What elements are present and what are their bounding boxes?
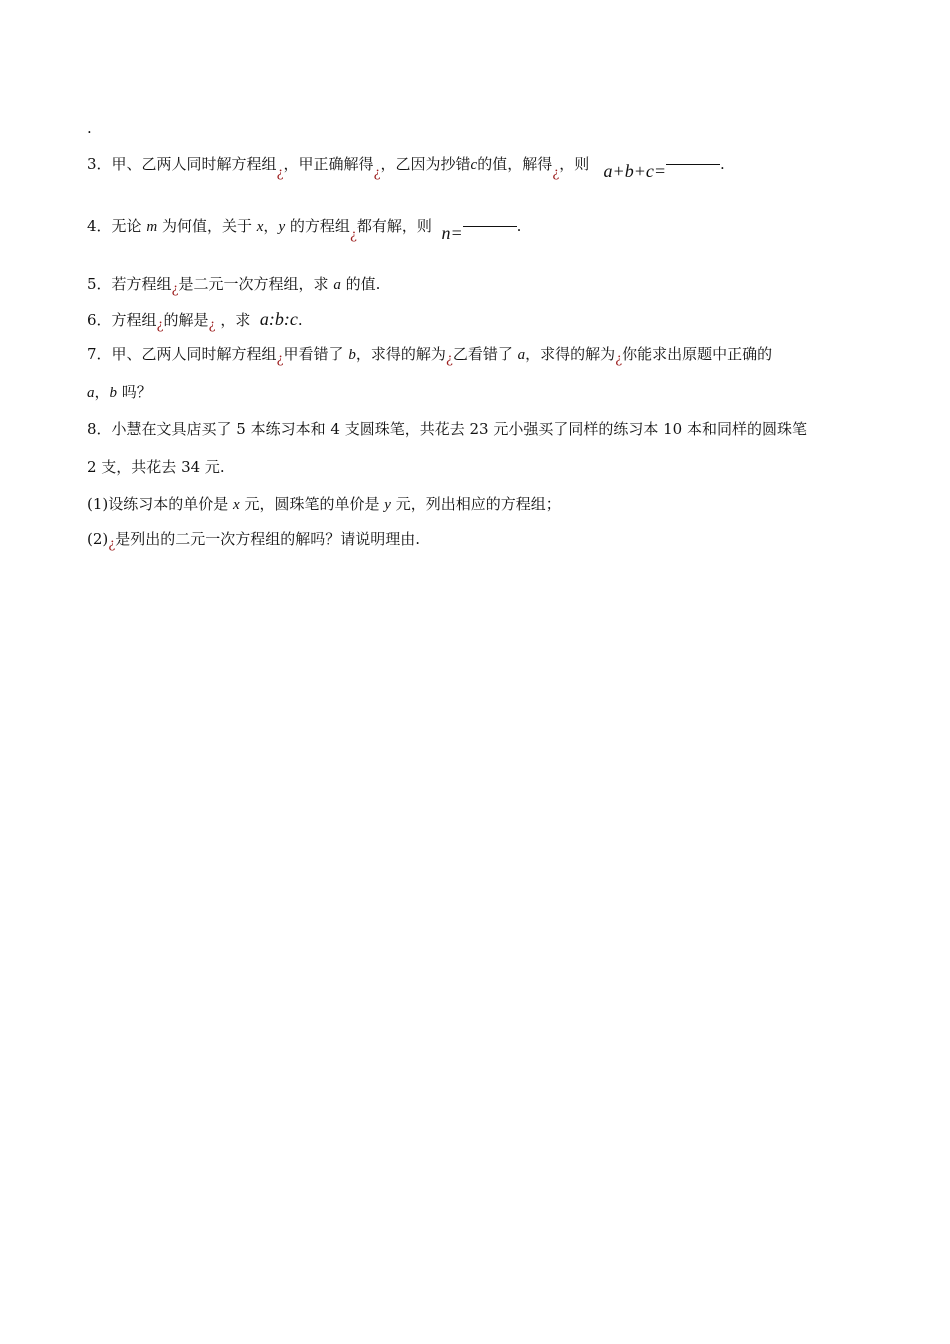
equation-placeholder: ¿ <box>171 282 179 297</box>
sum-expression: a+b+c= <box>603 161 666 181</box>
answer-blank <box>463 214 517 227</box>
n-expression: n= <box>441 223 463 243</box>
question-7-continued: a，b 吗？ <box>87 383 152 401</box>
equation-placeholder: ¿ <box>108 537 116 552</box>
question-8-continued: 2 支，共花去 34 元. <box>87 458 225 476</box>
ratio-expression: a:b:c <box>259 309 298 329</box>
equation-placeholder: ¿ <box>156 318 164 333</box>
question-4: 4．无论 m 为何值，关于 x，y 的方程组¿都有解，则 n= . <box>87 214 521 246</box>
equation-placeholder: ¿ <box>373 166 381 181</box>
question-6: 6．方程组¿的解是¿ ，求 a:b:c. <box>87 309 303 333</box>
equation-placeholder: ¿ <box>552 166 560 181</box>
question-8-part-2: (2)¿是列出的二元一次方程组的解吗？请说明理由. <box>87 530 421 552</box>
equation-placeholder: ¿ <box>349 228 357 243</box>
leading-dot: . <box>87 119 92 137</box>
equation-placeholder: ¿ <box>276 166 284 181</box>
question-7: 7．甲、乙两人同时解方程组¿甲看错了 b，求得的解为¿乙看错了 a，求得的解为¿你能求出原题中正确的 <box>87 345 773 367</box>
question-8: 8．小慧在文具店买了 5 本练习本和 4 支圆珠笔，共花去 23 元小强买了同样的练习本 10 本和同样的圆珠笔 <box>87 420 807 438</box>
answer-blank <box>666 152 720 165</box>
equation-placeholder: ¿ <box>208 318 216 333</box>
equation-placeholder: ¿ <box>276 352 284 367</box>
equation-placeholder: ¿ <box>445 352 453 367</box>
question-3: 3．甲、乙两人同时解方程组¿，甲正确解得¿，乙因为抄错c的值，解得¿，则 a+b+c= . <box>87 152 725 184</box>
question-5: 5．若方程组¿是二元一次方程组，求 a 的值. <box>87 275 381 297</box>
question-8-part-1: (1)设练习本的单价是 x 元，圆珠笔的单价是 y 元，列出相应的方程组； <box>87 495 561 513</box>
equation-placeholder: ¿ <box>615 352 623 367</box>
